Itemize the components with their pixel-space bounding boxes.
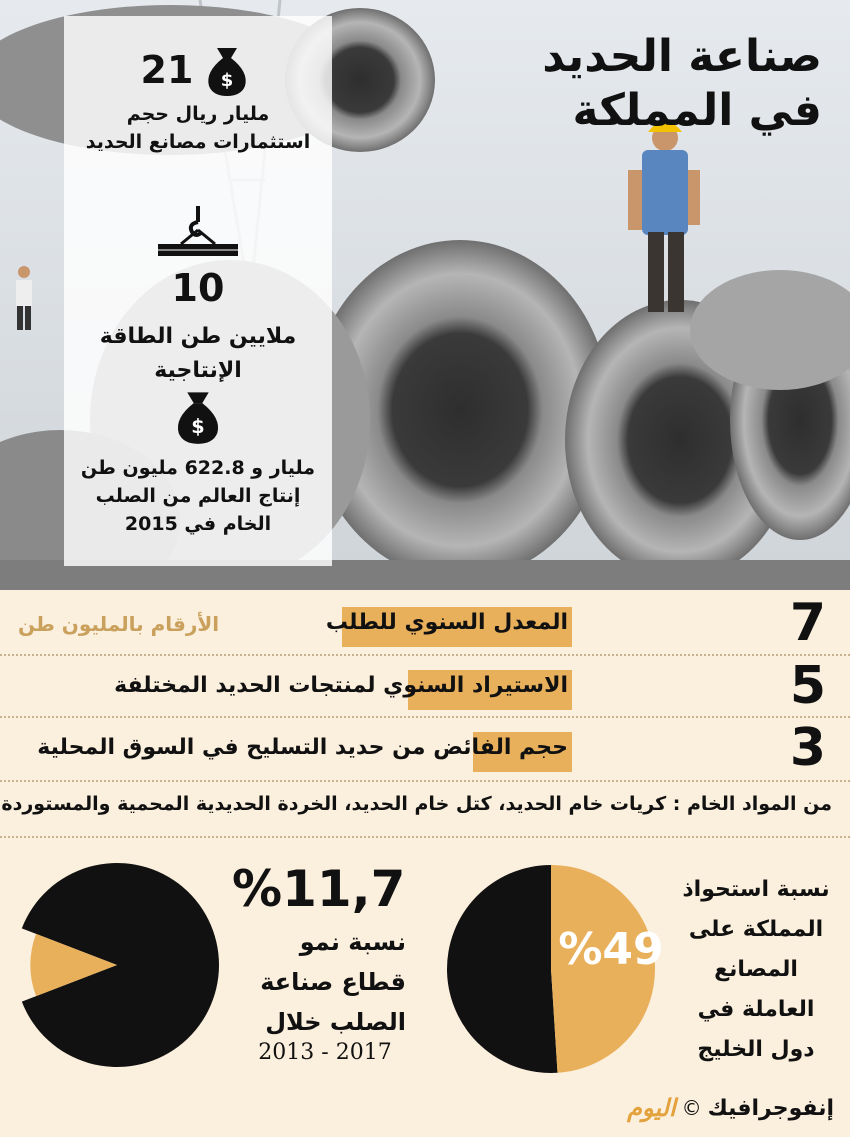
units-note: الأرقام بالمليون طن — [18, 612, 220, 636]
stat-number: 21 — [140, 48, 194, 92]
share-pie-rest-slice — [447, 865, 558, 1073]
figure-value: 5 — [789, 656, 827, 716]
figure-row-imports — [0, 656, 850, 716]
growth-value: %11,7 — [232, 860, 406, 918]
publisher-logo: اليوم — [627, 1094, 676, 1122]
growth-years: 2013 - 2017 — [258, 1040, 392, 1065]
crane-icon — [153, 206, 243, 266]
stat-label: مليار و 622.8 مليون طن إنتاج العالم من الصلب الخام في 2015 — [80, 457, 316, 535]
footer — [627, 1092, 834, 1124]
figure-value: 7 — [789, 593, 827, 653]
page-title: صناعة الحديد في المملكة — [542, 31, 822, 136]
figure-label: المعدل السنوي للطلب — [325, 610, 568, 635]
svg-text:$: $ — [191, 415, 205, 439]
svg-text:$: $ — [221, 70, 234, 91]
figure-row-surplus — [0, 718, 850, 778]
share-value: %49 — [558, 924, 664, 975]
growth-pie-chart — [12, 860, 222, 1070]
divider — [0, 780, 850, 782]
figure-label: حجم الفائض من حديد التسليح في السوق المحلية — [37, 735, 568, 760]
money-bag-icon — [199, 42, 255, 98]
stat-capacity — [64, 206, 332, 388]
money-bag-icon — [168, 386, 228, 446]
figure-value: 3 — [789, 718, 827, 778]
stats-panel — [64, 16, 332, 566]
stat-label: ملايين طن الطاقة الإنتاجية — [99, 324, 297, 383]
footer-brand: إنفوجرافيك — [707, 1095, 834, 1121]
stat-label: مليار ريال حجم استثمارات مصانع الحديد — [85, 103, 311, 153]
stat-world-production — [64, 386, 332, 538]
stat-number: 10 — [171, 266, 225, 310]
figure-row-demand — [0, 593, 850, 653]
figure-label: الاستيراد السنوي لمنتجات الحديد المختلفة — [114, 673, 568, 698]
stat-investments — [64, 42, 332, 156]
divider — [0, 836, 850, 838]
growth-label: نسبة نمو قطاع صناعة الصلب خلال — [260, 928, 406, 1036]
raw-materials-text: من المواد الخام : كريات خام الحديد، كتل خام الحديد، الخردة الحديدية المحمية والمستوردة — [1, 793, 832, 815]
copyright-icon: © — [681, 1096, 702, 1120]
share-label: نسبة استحواذ المملكة على المصانع العاملة في دول الخليج — [682, 877, 830, 1062]
